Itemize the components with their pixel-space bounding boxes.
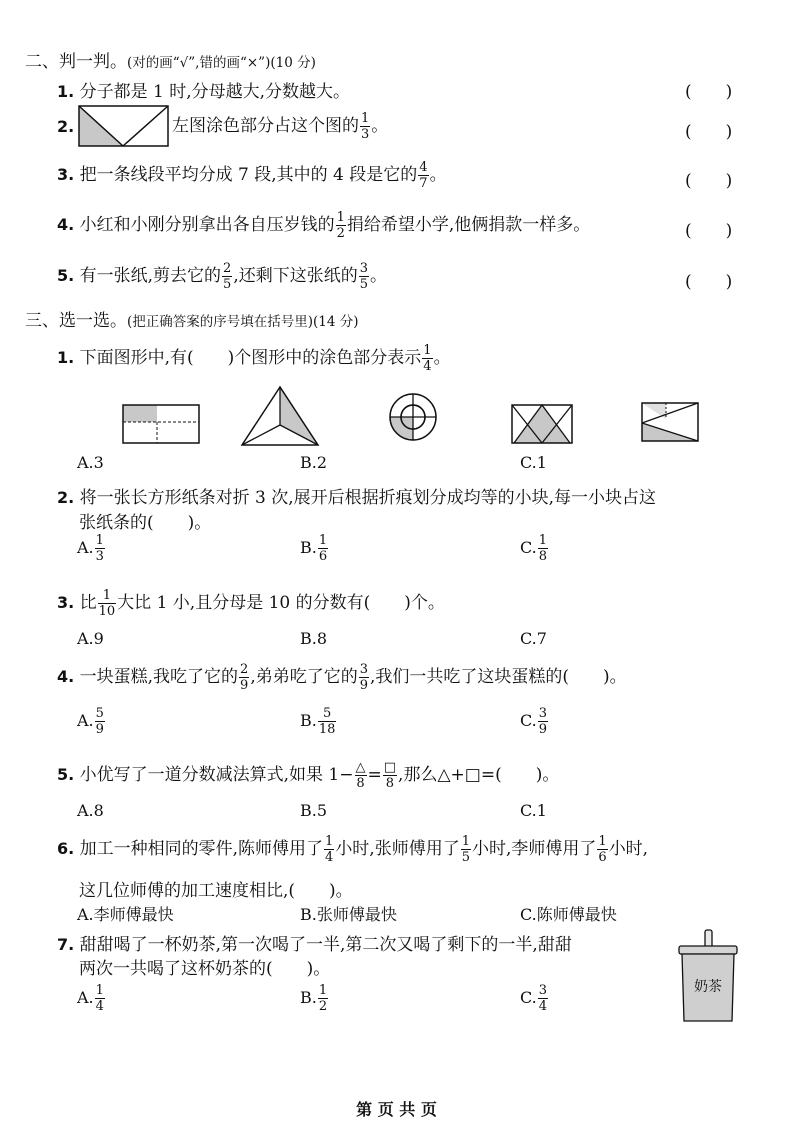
answer-parentheses[interactable]: ( ) bbox=[685, 171, 733, 191]
answer-parentheses[interactable]: ( ) bbox=[685, 221, 733, 241]
judge-item-2: 左图涂色部分占这个图的 $\frac{1}{3}$ 。 bbox=[172, 111, 389, 142]
cup-label: 奶茶 bbox=[694, 979, 722, 995]
judge-item-5: 5. 有一张纸,剪去它的 $\frac{2}{5}$ ,还剩下这张纸的 $\frac{3}{5}$ 。 bbox=[57, 261, 387, 292]
fraction: $\frac{3}{5}$ bbox=[359, 261, 368, 292]
folded-rectangle-figure bbox=[640, 401, 700, 443]
choice-question-2-line2: 张纸条的( )。 bbox=[79, 513, 212, 533]
fraction: $\frac{2}{5}$ bbox=[223, 261, 232, 292]
option-c[interactable]: C.陈师傅最快 bbox=[520, 905, 617, 924]
option-b[interactable]: B.2 bbox=[300, 453, 328, 472]
choice-question-5: 5. 小优写了一道分数减法算式,如果 1− △ 8 = □ 8 ,那么△+□=( )。 bbox=[57, 760, 560, 791]
choice-question-7: 7. 甜甜喝了一杯奶茶,第一次喝了一半,第二次又喝了剩下的一半,甜甜 bbox=[57, 935, 572, 955]
section-2-title: 二、判一判。 bbox=[25, 52, 127, 72]
option-c[interactable]: C.1 bbox=[520, 801, 547, 820]
judge-item-1: 1. 分子都是 1 时,分母越大,分数越大。 bbox=[57, 82, 351, 102]
option-b[interactable]: B.张师傅最快 bbox=[300, 905, 397, 924]
fraction: $\frac{1}{6}$ bbox=[598, 834, 607, 865]
fraction: $\frac{3}{9}$ bbox=[359, 662, 368, 693]
triangle-figure bbox=[240, 385, 320, 447]
option-a[interactable]: A.3 bbox=[77, 453, 104, 472]
fraction: □ 8 bbox=[383, 760, 397, 791]
option-b[interactable]: B. $\frac{1}{6}$ bbox=[300, 533, 328, 564]
fraction: △ 8 bbox=[355, 760, 366, 791]
option-a[interactable]: A.李师傅最快 bbox=[77, 905, 174, 924]
section-2-heading bbox=[25, 47, 316, 72]
fraction: $\frac{1}{4}$ bbox=[325, 834, 334, 865]
fraction: $\frac{1}{3}$ bbox=[361, 111, 370, 142]
fraction: $\frac{2}{9}$ bbox=[240, 662, 249, 693]
answer-parentheses[interactable]: ( ) bbox=[685, 122, 733, 142]
choice-question-6: 6. 加工一种相同的零件,陈师傅用了 $\frac{1}{4}$ 小时,张师傅用了 $\frac{1}{5}$ 小时,李师傅用了 $\frac{1}{6}$ 小时, bbox=[57, 834, 649, 865]
option-a[interactable]: A. $\frac{5}{9}$ bbox=[77, 706, 104, 737]
option-b[interactable]: B.8 bbox=[300, 629, 328, 648]
answer-parentheses[interactable]: ( ) bbox=[685, 272, 733, 292]
choice-question-3: 3. 比 $\frac{1}{10}$ 大比 1 小,且分母是 10 的分数有( )个。 bbox=[57, 588, 445, 619]
rectangle-triangle-figure bbox=[510, 403, 574, 445]
choice-question-7-line2: 两次一共喝了这杯奶茶的( )。 bbox=[79, 959, 331, 979]
section-2-note: (对的画“√”,错的画“×”)(10 分) bbox=[127, 55, 316, 71]
judge-item-4: 4. 小红和小刚分别拿出各自压岁钱的 $\frac{1}{2}$ 捐给希望小学,他俩捐款一样多。 bbox=[57, 210, 591, 241]
option-c[interactable]: C. $\frac{3}{4}$ bbox=[520, 983, 548, 1014]
choice-question-6-line2: 这几位师傅的加工速度相比,( )。 bbox=[79, 881, 353, 901]
section-3-heading bbox=[25, 306, 359, 331]
rectangle-quarter-figure bbox=[121, 403, 201, 445]
choice-question-4: 4. 一块蛋糕,我吃了它的 $\frac{2}{9}$ ,弟弟吃了它的 $\frac{3}{9}$ ,我们一共吃了这块蛋糕的( )。 bbox=[57, 662, 627, 693]
option-a[interactable]: A. $\frac{1}{4}$ bbox=[77, 983, 104, 1014]
target-circle-figure bbox=[387, 391, 439, 443]
option-c[interactable]: C. $\frac{1}{8}$ bbox=[520, 533, 548, 564]
option-b[interactable]: B. $\frac{1}{2}$ bbox=[300, 983, 328, 1014]
judge-item-text: 分子都是 1 时,分母越大,分数越大。 bbox=[79, 82, 351, 102]
option-b[interactable]: B. $\frac{5}{18}$ bbox=[300, 706, 336, 737]
option-a[interactable]: A.8 bbox=[77, 801, 104, 820]
fraction: $\frac{1}{2}$ bbox=[336, 210, 345, 241]
fraction: $\frac{1}{5}$ bbox=[461, 834, 470, 865]
option-c[interactable]: C. $\frac{3}{9}$ bbox=[520, 706, 548, 737]
section-3-note: (把正确答案的序号填在括号里)(14 分) bbox=[127, 314, 359, 330]
judge-item-3: 3. 把一条线段平均分成 7 段,其中的 4 段是它的 $\frac{4}{7}$ 。 bbox=[57, 160, 447, 191]
option-c[interactable]: C.1 bbox=[520, 453, 547, 472]
option-a[interactable]: A. $\frac{1}{3}$ bbox=[77, 533, 104, 564]
option-c[interactable]: C.7 bbox=[520, 629, 547, 648]
answer-parentheses[interactable]: ( ) bbox=[685, 82, 733, 102]
envelope-figure bbox=[77, 104, 170, 148]
option-a[interactable]: A.9 bbox=[77, 629, 104, 648]
judge-item-2-num: 2. bbox=[57, 117, 75, 136]
choice-question-2: 2. 将一张长方形纸条对折 3 次,展开后根据折痕划分成均等的小块,每一小块占这 bbox=[57, 488, 657, 508]
fraction: $\frac{1}{4}$ bbox=[423, 343, 432, 374]
page-footer: 第 页 共 页 bbox=[356, 1100, 437, 1119]
choice-question-1: 1. 下面图形中,有( )个图形中的涂色部分表示 $\frac{1}{4}$ 。 bbox=[57, 343, 451, 374]
fraction: $\frac{1}{10}$ bbox=[98, 588, 116, 619]
fraction: $\frac{4}{7}$ bbox=[419, 160, 428, 191]
milk-tea-cup bbox=[677, 928, 739, 1024]
option-b[interactable]: B.5 bbox=[300, 801, 328, 820]
section-3-title: 三、选一选。 bbox=[25, 311, 127, 331]
